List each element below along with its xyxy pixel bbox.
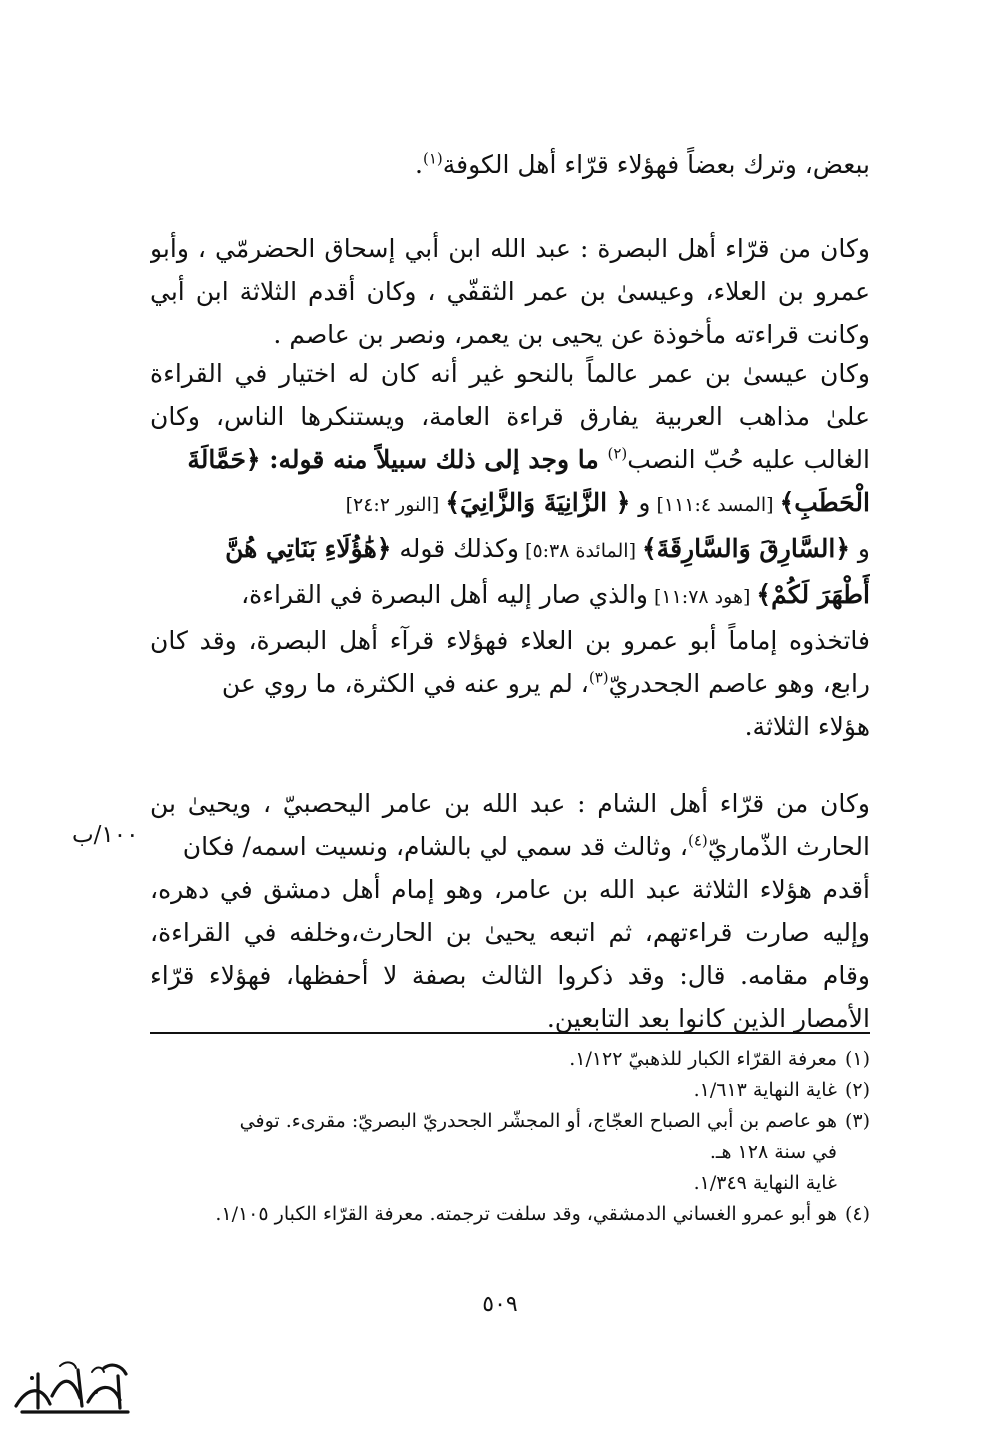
footnote-3-source (150, 1168, 870, 1199)
verse-reference: [هود ١١:٧٨] (647, 586, 757, 608)
footnote-2 (150, 1075, 870, 1106)
quran-verse: ﴿هَٰؤُلَاءِ بَنَاتِي هُنَّ (225, 534, 392, 563)
text-segment: الغالب عليه حُبّ النصب (627, 445, 870, 474)
page-number: ٥٠٩ (482, 1292, 518, 1317)
footnotes (150, 1044, 870, 1230)
text-line: وكان من قرّاء أهل البصرة : عبد الله ابن أبي إسحاق الحضرمّي ، وأبو (150, 234, 870, 263)
text-line (150, 481, 870, 527)
footnote-1 (150, 1044, 870, 1075)
quran-verse: الْحَطَبِ﴾ (779, 488, 870, 517)
calligraphy-stamp-logo (8, 1356, 140, 1418)
verse-reference: [المائدة ٥:٣٨] (518, 540, 643, 562)
text-segment: والذي صار إليه أهل البصرة في القراءة، (241, 580, 648, 609)
text-segment: . (415, 150, 423, 179)
footnote-3-continued (150, 1137, 870, 1168)
quran-verse: ﴿ الزَّانِيَةَ وَالزَّانِيَ﴾ (445, 488, 631, 517)
text-line: وكان عيسىٰ بن عمر عالماً بالنحو غير أنه كان له اختيار في القراءة (150, 359, 870, 388)
text-line: علىٰ مذاهب العربية يفارق قراءة العامة، ويستنكرها الناس، وكان (150, 402, 870, 431)
footnote-marker-1[interactable]: (١) (422, 149, 443, 168)
text-line (150, 662, 870, 705)
text-line: أقدم هؤلاء الثلاثة عبد الله بن عامر، وهو إمام أهل دمشق في دهره، (150, 875, 870, 904)
footnote-number: (٤) (844, 1203, 870, 1225)
paragraph-basra-readers (150, 227, 870, 356)
footnote-text: هو أبو عمرو الغساني الدمشقي، وقد سلفت ترجمته. معرفة القرّاء الكبار ١/١٠٥. (215, 1203, 837, 1225)
manuscript-folio-marker: ١٠٠/ب (72, 822, 139, 848)
footnote-text: هو عاصم بن أبي الصباح العجّاج، أو المجشّر الجحدريّ البصريّ: مقرىء. توفي (239, 1110, 837, 1132)
text-line (150, 573, 870, 619)
footnote-number: (١) (844, 1048, 870, 1070)
text-line (150, 527, 870, 573)
text-line: هؤلاء الثلاثة. (744, 712, 870, 741)
text-line: وإليه صارت قراءتهم، ثم اتبعه يحيىٰ بن الحارث،وخلفه في القراءة، (150, 918, 870, 947)
quran-verse: أَطْهَرَ لَكُمْ﴾ (756, 580, 870, 609)
text-line (150, 143, 870, 186)
text-line: الأمصار الذين كانوا بعد التابعين. (546, 1004, 870, 1033)
text-line: عمرو بن العلاء، وعيسىٰ بن عمر الثقفّي ، وكان أقدم الثلاثة ابن أبي (150, 277, 870, 306)
text-line (150, 825, 870, 868)
footnote-number: (٢) (844, 1079, 870, 1101)
verse-reference: [النور ٢٤:٢] (345, 494, 446, 516)
text-segment: ، لم يرو عنه في الكثرة، ما روي عن (221, 669, 589, 698)
text-line: فاتخذوه إماماً أبو عمرو بن العلاء فهؤلاء قرآء أهل البصرة، وقد كان (150, 626, 870, 655)
text-line: وكان من قرّاء أهل الشام : عبد الله بن عامر اليحصبيّ ، ويحيىٰ بن (150, 789, 870, 818)
footnote-text: غاية النهاية ١/٦١٣. (693, 1079, 837, 1101)
footnote-text: غاية النهاية ١/٣٤٩. (693, 1172, 837, 1194)
text-line: وكانت قراءته مأخوذة عن يحيى بن يعمر، ونصر بن عاصم . (273, 320, 870, 349)
paragraph-sham-readers (150, 782, 870, 1040)
paragraph-kufa-conclusion (150, 143, 870, 186)
footnote-marker-4[interactable]: (٤) (688, 831, 708, 850)
text-line: وقام مقامه. قال: وقد ذكروا الثالث بصفة لا أحفظها، فهؤلاء قرّاء (150, 961, 870, 990)
footnote-text: معرفة القرّاء الكبار للذهبيّ ١/١٢٢. (569, 1048, 837, 1070)
stamp-calligraphy-icon (8, 1356, 140, 1418)
footnote-divider (150, 1032, 870, 1034)
footnote-marker-3[interactable]: (٣) (588, 668, 609, 687)
footnote-3 (150, 1106, 870, 1137)
text-segment: ما وجد إلى ذلك سبيلاً منه قوله: ﴿حَمَّالَةَ (187, 445, 608, 474)
footnote-number: (٣) (844, 1110, 870, 1132)
text-segment: و (849, 534, 870, 563)
footnote-marker-2[interactable]: (٢) (607, 444, 628, 463)
text-segment: وكذلك قوله (391, 534, 519, 563)
text-segment: رابع، وهو عاصم الجحدريّ (608, 669, 870, 698)
quran-verse: ﴿السَّارِقَ وَالسَّارِقَةَ﴾ (642, 534, 850, 563)
text-segment: ، وثالث قد سمي لي بالشام، ونسيت اسمه/ فكان (182, 832, 688, 861)
verse-reference: [المسد ١١١:٤] (650, 494, 780, 516)
text-segment: ببعض، وترك بعضاً فهؤلاء قرّاء أهل الكوفة (442, 150, 870, 179)
text-line (150, 438, 870, 481)
text-segment: الحارث الذّماريّ (707, 832, 870, 861)
paragraph-isa-ibn-umar (150, 352, 870, 748)
text-segment: و (630, 488, 651, 517)
footnote-4 (150, 1199, 870, 1230)
footnote-text: في سنة ١٢٨ هـ. (709, 1141, 837, 1163)
